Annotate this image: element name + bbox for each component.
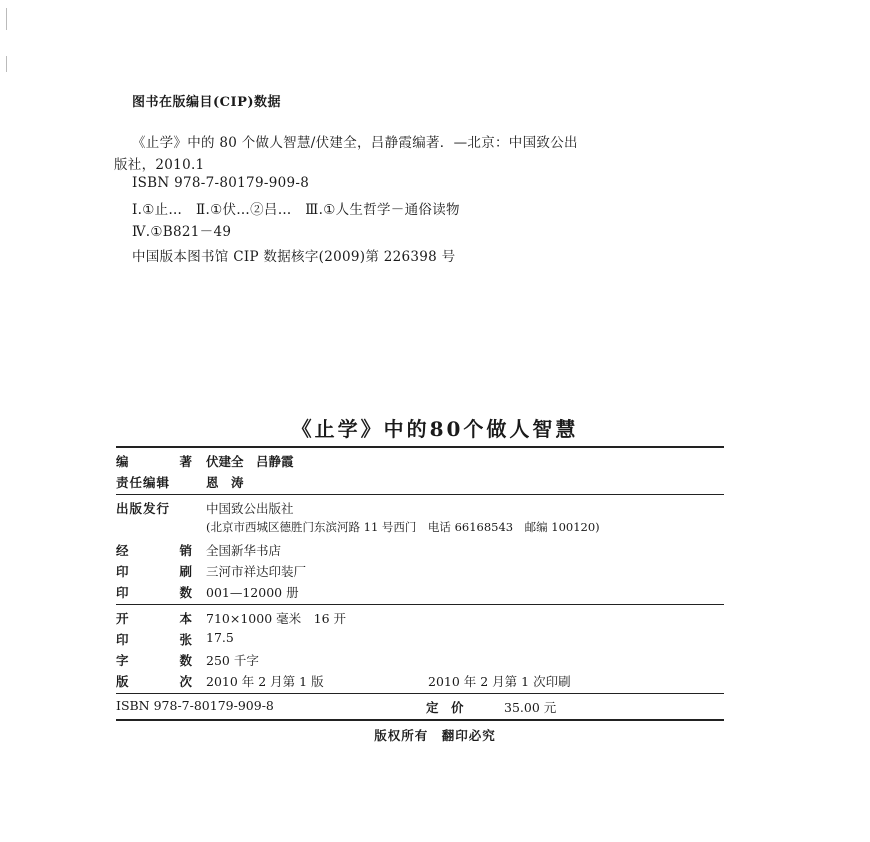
cip-title-line: 《止学》中的 80 个做人智慧/伏建全，吕静霞编著．—北京：中国致公出 [132, 135, 578, 151]
info-value: 三河市祥达印装厂 [206, 564, 307, 579]
info-row-isbn-price [116, 698, 724, 717]
divider [116, 446, 724, 448]
margin-mark [6, 8, 7, 30]
info-label: 责任编辑 [116, 475, 171, 490]
cip-classification: Ⅰ.①止… Ⅱ.①伏…②吕… Ⅲ.①人生哲学－通俗读物 [132, 202, 460, 218]
info-label: 经 销 [116, 543, 192, 558]
info-row-edition [116, 672, 724, 691]
printing-value: 2010 年 2 月第 1 次印刷 [428, 674, 571, 689]
info-row-print-run [116, 583, 724, 602]
price-label: 定 价 [426, 700, 464, 715]
divider [116, 494, 724, 495]
divider [116, 719, 724, 721]
info-label: 版 次 [116, 674, 192, 689]
divider [116, 693, 724, 694]
divider [116, 604, 724, 605]
info-value: 伏建全 吕静霞 [206, 454, 294, 469]
book-title: 《止学》中的80个做人智慧 [291, 417, 579, 441]
info-label: 出版发行 [116, 501, 171, 516]
margin-mark [6, 56, 7, 72]
price-value: 35.00 元 [504, 700, 557, 715]
copyright-notice: 版权所有 翻印必究 [374, 728, 496, 743]
info-value: 全国新华书店 [206, 543, 282, 558]
cip-classification-code: Ⅳ.①B821－49 [132, 224, 232, 240]
cip-title-line-continued: 版社，2010.1 [114, 157, 205, 173]
cip-isbn: ISBN 978-7-80179-909-8 [132, 175, 310, 191]
info-row-authors [116, 452, 724, 471]
info-row-format [116, 609, 724, 628]
info-value: 中国致公出版社 [206, 501, 294, 516]
publisher-address: (北京市西城区德胜门东滨河路 11 号西门 电话 66168543 邮编 100120) [206, 520, 600, 534]
info-label: 编 著 [116, 454, 192, 469]
isbn-value: ISBN 978-7-80179-909-8 [116, 698, 274, 713]
info-row-editor [116, 473, 724, 492]
info-row-distributor [116, 541, 724, 560]
info-value: 001—12000 册 [206, 585, 299, 600]
info-row-sheets [116, 630, 724, 649]
info-label: 印 刷 [116, 564, 192, 579]
info-row-word-count [116, 651, 724, 670]
info-value: 250 千字 [206, 653, 259, 668]
info-value: 17.5 [206, 630, 234, 645]
info-value: 恩 涛 [206, 475, 244, 490]
info-row-printer [116, 562, 724, 581]
info-label: 开 本 [116, 611, 192, 626]
info-label: 印 张 [116, 632, 192, 647]
info-value: 2010 年 2 月第 1 版 [206, 674, 324, 689]
info-label: 印 数 [116, 585, 192, 600]
info-value: 710×1000 毫米 16 开 [206, 611, 346, 626]
info-row-address [116, 519, 724, 538]
cip-heading: 图书在版编目(CIP)数据 [132, 95, 282, 110]
cip-record-number: 中国版本图书馆 CIP 数据核字(2009)第 226398 号 [132, 249, 456, 265]
info-row-publisher [116, 499, 724, 518]
info-label: 字 数 [116, 653, 192, 668]
